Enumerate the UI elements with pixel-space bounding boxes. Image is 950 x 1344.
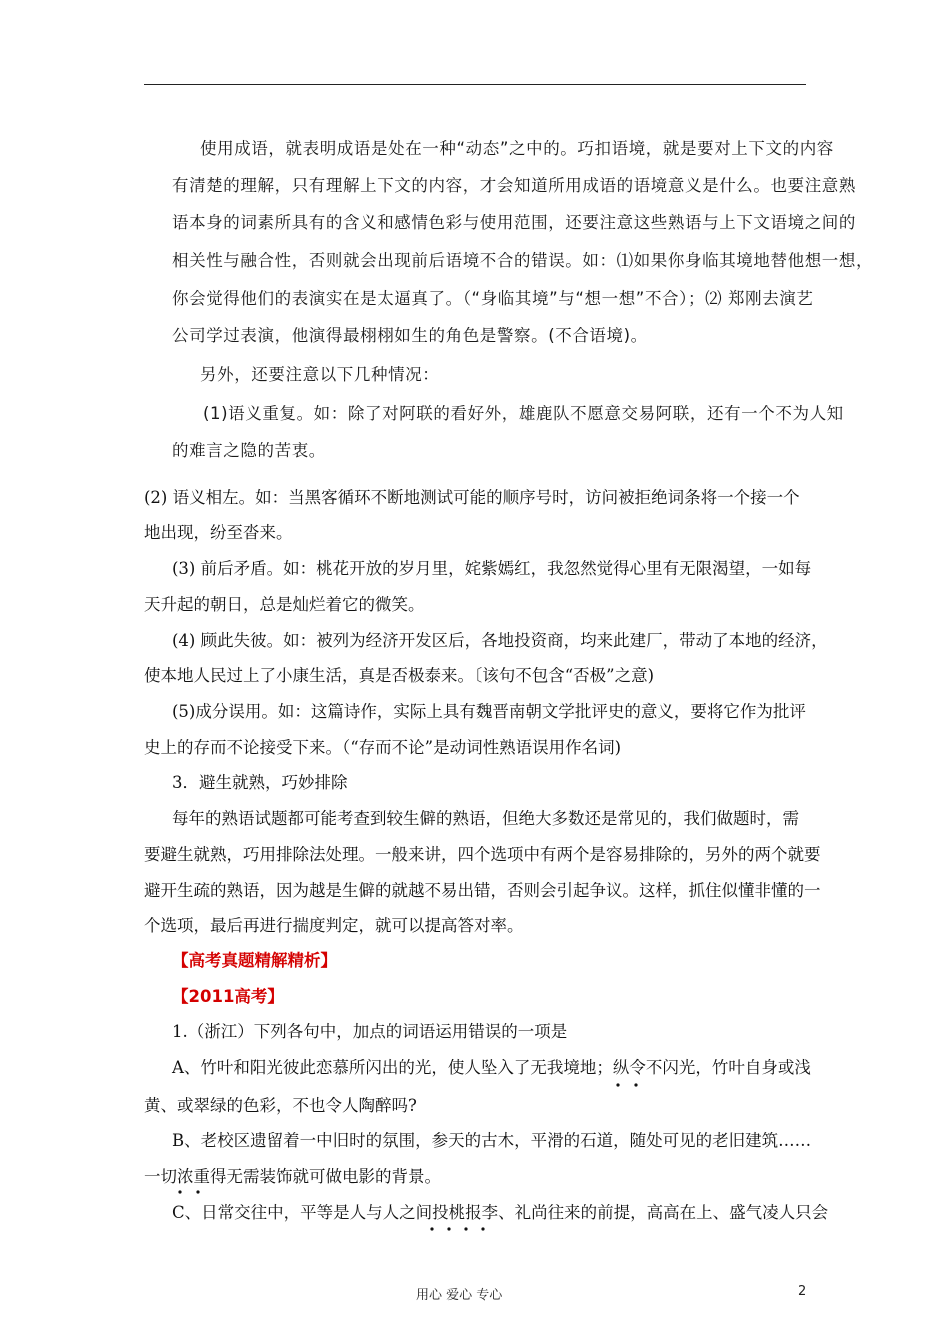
scan-line: 相关性与融合性，否则就会出现前后语境不合的错误。如：⑴如果你身临其境地替他想一想， — [172, 251, 874, 270]
scan-line: 你会觉得他们的表演实在是太逼真了。（“身临其境”与“想一想”不合）；⑵ 郑刚去演艺 — [172, 289, 814, 308]
body-line: 避开生疏的熟语，因为越是生僻的就越不易出错，否则会引起争议。这样，抓住似懂非懂的一 — [144, 881, 821, 900]
header-rule — [144, 84, 806, 85]
section-header-year: 【2011高考】 — [172, 987, 284, 1006]
footer-slogan: 用心 爱心 专心 — [416, 1288, 503, 1303]
body-line: 史上的存而不论接受下来。（“存而不论”是动词性熟语误用作名词) — [144, 738, 622, 757]
scan-line: 使用成语，就表明成语是处在一种“动态”之中的。巧扣语境，就是要对上下文的内容 — [200, 139, 834, 158]
body-line: 3．避生就熟，巧妙排除 — [172, 773, 348, 792]
body-line: 天升起的朝日，总是灿烂着它的微笑。 — [144, 595, 425, 614]
scan-line: (1)语义重复。如：除了对阿联的看好外，雄鹿队不愿意交易阿联，还有一个不为人知 — [203, 404, 844, 423]
body-line: 要避生就熟，巧用排除法处理。一般来讲，四个选项中有两个是容易排除的，另外的两个就要 — [144, 845, 821, 864]
scan-line: 的难言之隐的苦衷。 — [172, 441, 326, 460]
option-c-line: C、日常交往中，平等是人与人之间投桃报李、礼尚往来的前提，高高在上、盛气凌人只会 — [172, 1203, 829, 1222]
body-line: 个选项，最后再进行揣度判定，就可以提高答对率。 — [144, 916, 524, 935]
body-line: (2) 语义相左。如：当黑客循环不断地测试可能的顺序号时，访问被拒绝词条将一个接一个 — [144, 488, 800, 507]
section-header-analysis: 【高考真题精解精析】 — [172, 951, 337, 970]
body-line: 使本地人民过上了小康生活，真是否极泰来。〔该句不包含“否极”之意) — [144, 666, 655, 685]
scan-line: 另外，还要注意以下几种情况： — [200, 365, 440, 384]
body-line: (3) 前后矛盾。如：桃花开放的岁月里，姹紫嫣红，我忽然觉得心里有无限渴望，一如每 — [172, 559, 812, 578]
scan-line: 有清楚的理解，只有理解上下文的内容，才会知道所用成语的语境意义是什么。也要注意熟 — [172, 176, 856, 195]
body-line: (5)成分误用。如：这篇诗作，实际上具有魏晋南朝文学批评史的意义，要将它作为批评 — [172, 702, 806, 721]
question-stem: 1.（浙江）下列各句中，加点的词语运用错误的一项是 — [172, 1022, 568, 1041]
option-a-line: A、竹叶和阳光彼此恋慕所闪出的光，使人坠入了无我境地；纵令不闪光，竹叶自身或浅 — [172, 1058, 811, 1077]
body-line: 地出现，纷至沓来。 — [144, 523, 293, 542]
body-line: 每年的熟语试题都可能考查到较生僻的熟语，但绝大多数还是常见的，我们做题时，需 — [172, 809, 799, 828]
scan-line: 公司学过表演，他演得最栩栩如生的角色是警察。(不合语境)。 — [172, 326, 648, 345]
option-b-line: 一切浓重得无需装饰就可做电影的背景。 — [144, 1167, 441, 1186]
body-line: (4) 顾此失彼。如：被列为经济开发区后，各地投资商，均来此建厂，带动了本地的经济， — [172, 631, 828, 650]
option-b-line: B、老校区遗留着一中旧时的氛围，参天的古木，平滑的石道，随处可见的老旧建筑…… — [172, 1131, 812, 1150]
option-a-line: 黄、或翠绿的色彩，不也令人陶醉吗? — [144, 1096, 417, 1115]
scan-line: 语本身的词素所具有的含义和感情色彩与使用范围，还要注意这些熟语与上下文语境之间的 — [172, 213, 856, 232]
page-number: 2 — [798, 1284, 807, 1299]
